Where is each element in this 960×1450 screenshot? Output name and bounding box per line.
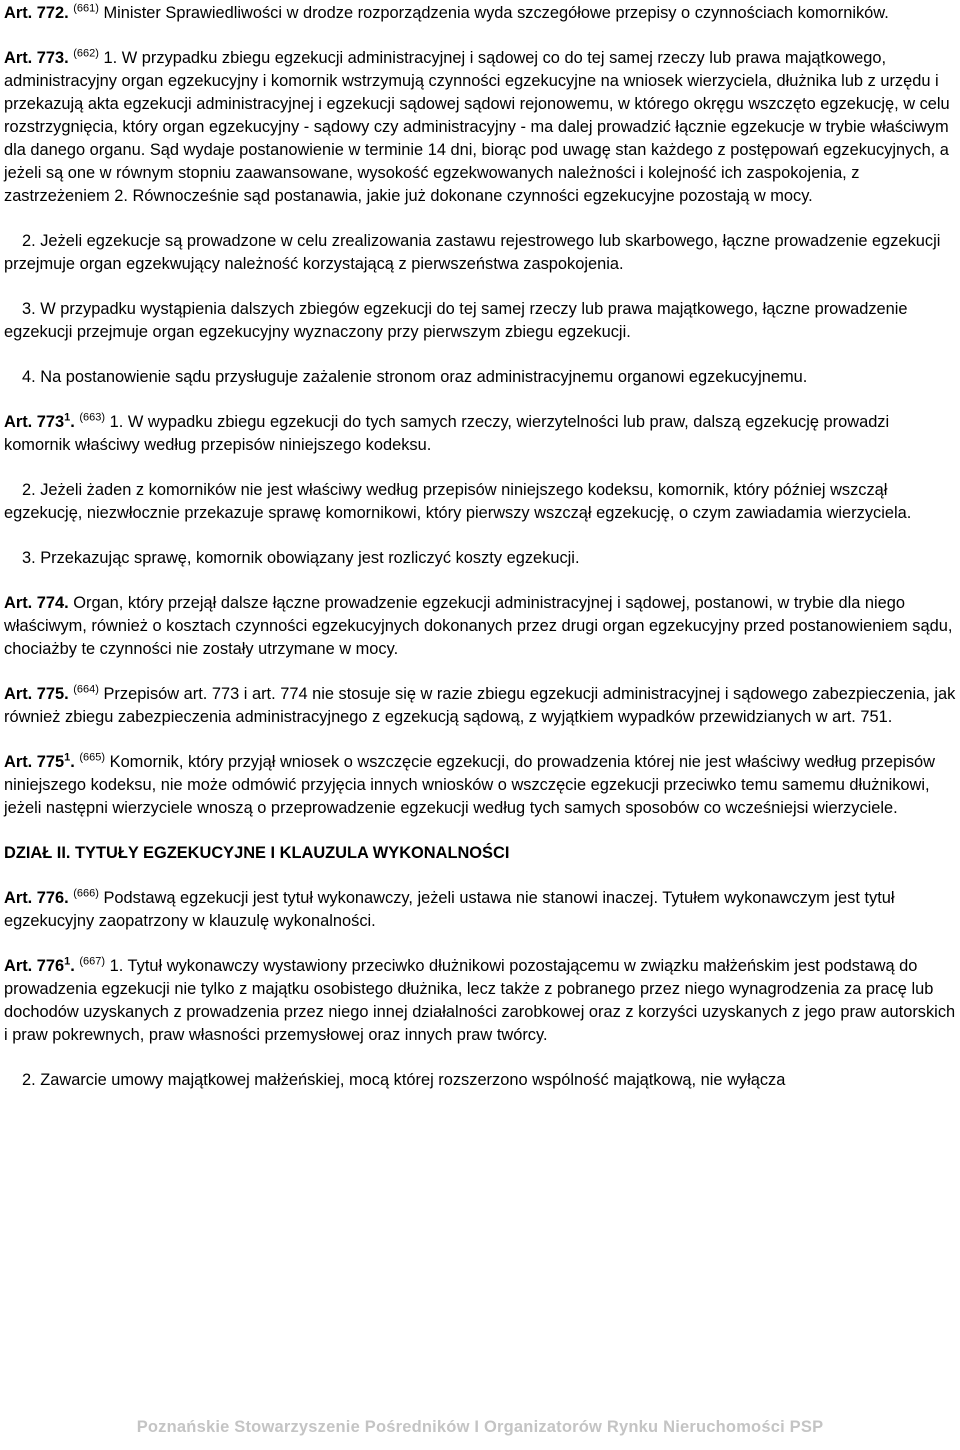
article-superscript: 1 — [64, 411, 71, 424]
article-775 — [4, 683, 956, 729]
article-number: Art. 773. — [4, 49, 69, 67]
article-number: Art. 772. — [4, 4, 69, 22]
article-text: 1. Tytuł wykonawczy wystawiony przeciwko dłużnikowi pozostającemu w związku małżeńskim jest podstawą do prowadzenia egzekucji nie tylko z majątku osobistego dłużnika, lecz także z pobranego przez niego wynagrodzenia za pracę lub dochodów uzyskanych z prowadzenia przez niego innej działalności zarobkowej oraz z korzyści uzyskanych z jego praw autorskich i praw pokrewnych, praw własności przemysłowej oraz innych praw twórcy. — [4, 957, 956, 1044]
footnote-ref: (665) — [79, 751, 106, 764]
article-number: Art. 775. — [4, 685, 69, 703]
article-776-1 — [4, 955, 956, 1047]
section-number: 4. — [22, 368, 36, 386]
article-773-1-section-3 — [4, 547, 956, 570]
article-776 — [4, 887, 956, 933]
article-number-base: Art. 776 — [4, 957, 65, 975]
article-text: Podstawą egzekucji jest tytuł wykonawczy, jeżeli ustawa nie stanowi inaczej. Tytułem wykonawczym jest tytuł egzekucyjny zaopatrzony w klauzulę wykonalności. — [4, 889, 895, 930]
section-number: 3. — [22, 549, 36, 567]
article-number — [4, 413, 75, 431]
page-footer: Poznańskie Stowarzyszenie Pośredników I Organizatorów Rynku Nieruchomości PSP — [136, 1418, 824, 1436]
section-number: 3. — [22, 300, 36, 318]
footnote-ref: (666) — [73, 887, 99, 900]
section-text: Jeżeli egzekucje są prowadzone w celu zrealizowania zastawu rejestrowego lub skarbowego, łączne prowadzenie egzekucji przejmuje organ egzekwujący należność korzystającą z pierwszeństwa zaspokojenia. — [4, 232, 941, 273]
article-number — [4, 753, 75, 771]
section-number: 2. — [22, 232, 36, 250]
section-text: Jeżeli żaden z komorników nie jest właściwy według przepisów niniejszego kodeksu, komornik, który później wszczął egzekucję, niezwłocznie przekazuje sprawę komornikowi, który pierwszy wszczął egzekucję, o czym zawiadamia wierzyciela. — [4, 481, 912, 522]
article-number-end: . — [70, 957, 75, 975]
article-774 — [4, 592, 956, 661]
article-776-1-section-2 — [4, 1069, 956, 1092]
footnote-ref: (662) — [73, 47, 99, 60]
article-number-base: Art. 773 — [4, 413, 65, 431]
article-text: 1. W przypadku zbiegu egzekucji administracyjnej i sądowej co do tej samej rzeczy lub prawa majątkowego, administracyjny organ egzekucyjny i komornik wstrzymują czynności egzekucyjne na wniosek wierzyciela, dłużnika lub z urzędu i przekazują akta egzekucji administracyjnej i egzekucji sądowej sądowi rejonowemu, w którego okręgu wszczęto egzekucję, w celu rozstrzygnięcia, który organ egzekucyjny - sądowy czy administracyjny - ma dalej prowadzić łącznie egzekucje w trybie właściwym dla danego organu. Sąd wydaje postanowienie w terminie 14 dni, biorąc pod uwagę stan każdego z postępowań egzekucyjnych, a jeżeli są one w równym stopniu zaawansowane, wysokość egzekwowanych należności i kolejność ich zaspokojenia, z zastrzeżeniem 2. Równocześnie sąd postanawia, jakie już dokonane czynności egzekucyjne pozostają w mocy. — [4, 49, 950, 205]
section-heading: DZIAŁ II. TYTUŁY EGZEKUCYJNE I KLAUZULA WYKONALNOŚCI — [4, 844, 510, 862]
article-number-base: Art. 775 — [4, 753, 65, 771]
section-text: Przekazując sprawę, komornik obowiązany jest rozliczyć koszty egzekucji. — [35, 549, 580, 567]
article-773-section-2 — [4, 230, 956, 276]
section-text: Na postanowienie sądu przysługuje zażalenie stronom oraz administracyjnemu organowi egzekucyjnemu. — [35, 368, 808, 386]
article-773-section-3 — [4, 298, 956, 344]
article-773-1 — [4, 411, 956, 457]
article-number: Art. 776. — [4, 889, 69, 907]
article-773-1-section-2 — [4, 479, 956, 525]
article-number: Art. 774. — [4, 594, 69, 612]
article-text: Minister Sprawiedliwości w drodze rozporządzenia wyda szczegółowe przepisy o czynnościach komorników. — [98, 4, 889, 22]
article-773-section-4 — [4, 366, 956, 389]
article-text: Przepisów art. 773 i art. 774 nie stosuje się w razie zbiegu egzekucji administracyjnej i sądowego zabezpieczenia, jak również zbiegu zabezpieczenia administracyjnego z egzekucją sądową, z wyjątkiem wypadków przewidzianych w art. 751. — [4, 685, 956, 726]
article-number — [4, 957, 75, 975]
section-text: Zawarcie umowy majątkowej małżeńskiej, mocą której rozszerzono wspólność majątkową, nie wyłącza — [35, 1071, 786, 1089]
article-text: 1. W wypadku zbiegu egzekucji do tych samych rzeczy, wierzytelności lub praw, dalszą egzekucję prowadzi komornik właściwy według przepisów niniejszego kodeksu. — [4, 413, 890, 454]
footnote-ref: (667) — [79, 955, 106, 968]
footnote-ref: (661) — [73, 2, 99, 15]
section-number: 2. — [22, 481, 36, 499]
article-number-end: . — [70, 413, 75, 431]
article-775-1 — [4, 751, 956, 820]
article-superscript: 1 — [64, 955, 71, 968]
footnote-ref: (663) — [79, 411, 106, 424]
article-number-end: . — [70, 753, 75, 771]
article-superscript: 1 — [64, 751, 71, 764]
section-text: W przypadku wystąpienia dalszych zbiegów egzekucji do tej samej rzeczy lub prawa majątkowego, łączne prowadzenie egzekucji przejmuje organ egzekucyjny wyznaczony przy pierwszym zbiegu egzekucji. — [4, 300, 908, 341]
article-772 — [4, 2, 956, 25]
footnote-ref: (664) — [73, 683, 99, 696]
article-773 — [4, 47, 956, 208]
article-text: Organ, który przejął dalsze łączne prowadzenie egzekucji administracyjnej i sądowej, postanowi, w trybie dla niego właściwym, również o kosztach czynności egzekucyjnych dokonanych przez drugi organ egzekucyjny przed postanowieniem sądu, chociażby te czynności nie zostały utrzymane w mocy. — [4, 594, 953, 658]
document-body — [4, 2, 956, 1114]
section-number: 2. — [22, 1071, 36, 1089]
article-text: Komornik, który przyjął wniosek o wszczęcie egzekucji, do prowadzenia której nie jest właściwy według przepisów niniejszego kodeksu, nie może odmówić przyjęcia innych wniosków o wszczęcie egzekucji przeciwko temu samemu dłużnikowi, jeżeli następni wierzyciele wnoszą o przeprowadzenie egzekucji według tych samych sposobów co wcześniejsi wierzyciele. — [4, 753, 935, 817]
